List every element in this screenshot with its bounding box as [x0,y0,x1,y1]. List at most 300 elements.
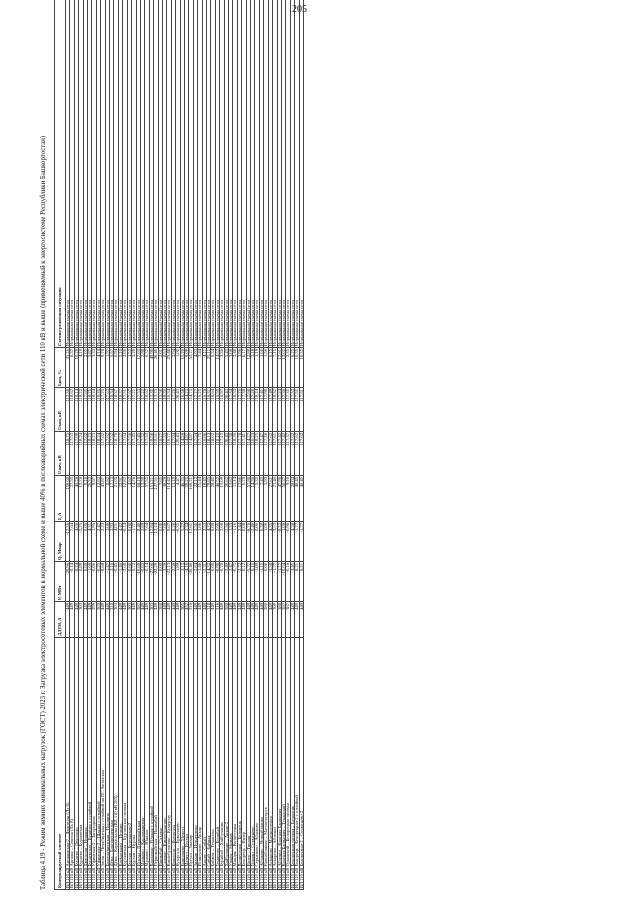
table-cell: 0,28 [171,522,175,562]
table-cell: Нормальная схема сети [242,0,246,348]
table-cell: 117,62 [290,432,294,476]
table-cell: -1,77 [295,522,299,562]
table-cell: -30,40 [189,562,193,602]
rotated-page [40,30,600,890]
table-cell: ВЛ 110 кВ Хайбуллино – Акъяр-2 [224,638,228,890]
table-cell: ВЛ 110 кВ Бурзян – Нурлы [132,638,136,890]
table-cell: 9,67 [167,522,171,562]
table-cell: -0,16 [286,562,290,602]
table-cell: 118,34 [110,388,114,432]
table-cell: 0,00 [83,522,87,562]
table-cell: Нормальная схема сети [211,0,215,348]
header-ddtn: ДДТН, А [55,602,66,638]
table-cell: Нормальная схема сети [251,0,255,348]
table-cell: 117,51 [295,388,299,432]
table-cell: 3,34 [184,522,188,562]
table-cell: -1,77 [132,522,136,562]
table-cell: Нормальная схема сети [158,0,162,348]
table-cell: 12,84 [149,522,153,562]
table-cell: 1,66 [259,348,263,388]
table-cell: 116,58 [180,388,184,432]
table-cell: 37,55 [145,476,149,522]
table-cell: 3,08 [229,348,233,388]
table-cell: 14,36 [132,476,136,522]
table-cell: ВЛ 110 кВ Благовещенская – Нурлино [105,638,109,890]
table-cell: 117,98 [264,388,268,432]
table-cell: 6,25 [290,348,294,388]
table-cell: -1,77 [299,522,303,562]
table-cell: ВЛ 110 кВ Бурибай – Хайбуллино [220,638,224,890]
table-cell: 303 [96,602,100,638]
table-cell: Нормальная схема сети [83,0,87,348]
table-cell: 118,30 [233,432,237,476]
table-cell: 117,53 [70,432,74,476]
table-cell: 117,62 [299,432,303,476]
table-cell: 118,62 [70,388,74,432]
table-cell: 3,36 [220,348,224,388]
table-cell: ВЛ 110 кВ Вознесенка – Белорецк [237,638,241,890]
table-cell: 6,15 [268,348,272,388]
table-cell: 0,00 [158,522,162,562]
table-cell: Нормальная схема сети [123,0,127,348]
table-cell: 2,59 [162,562,166,602]
table-cell: 118,37 [114,388,118,432]
table-cell: 449 [171,602,175,638]
table-cell: Нормальная схема сети [92,0,96,348]
table-cell: 118,25 [255,432,259,476]
table-cell: 4,35 [268,522,272,562]
table-cell: -0,75 [233,562,237,602]
table-cell: 116,59 [215,388,219,432]
table-cell: ВЛ 110 кВ Аскарово – Магнитогорск [268,638,272,890]
table-cell: 116,23 [251,432,255,476]
table-cell: ВЛ 110 кВ Бураево – Дюртюли [74,638,78,890]
table-cell: 449 [105,602,109,638]
table-cell: 3,20 [132,348,136,388]
table-cell: 449 [145,602,149,638]
table-cell: 117,76 [237,388,241,432]
table-cell: ВЛ 110 кВ Бурзян – Бурзянская-2 [127,638,131,890]
table-cell: -5,77 [246,562,250,602]
table-cell: 4,11 [202,348,206,388]
table-cell: 8,40 [136,522,140,562]
header-ustart: Uнач, кВ [55,432,66,476]
table-cell: 117,41 [242,432,246,476]
table-cell: 117,21 [132,388,136,432]
table-cell: 3,33 [92,348,96,388]
table-cell: Нормальная схема сети [290,0,294,348]
table-cell: 46,52 [215,476,219,522]
table-cell: 17,73 [110,476,114,522]
table-cell: -0,78 [220,562,224,602]
table-cell: 2,35 [286,348,290,388]
table-header-row [55,0,66,890]
table-cell: 0,15 [251,562,255,602]
table-cell: 0,17 [242,348,246,388]
table-cell: Нормальная схема сети [286,0,290,348]
table-cell: Нормальная схема сети [110,0,114,348]
table-cell: 303 [114,602,118,638]
table-cell: 116,97 [220,388,224,432]
table-cell: ВЛ 110 кВ Абзаково – Новоабзаково [259,638,263,890]
table-cell: 117,63 [105,388,109,432]
table-cell: 303 [149,602,153,638]
table-cell: 2,69 [140,522,144,562]
table-cell: 115,58 [158,388,162,432]
table-cell: 15,44 [198,476,202,522]
header-uend: Uкон, кВ [55,388,66,432]
table-cell: 117,64 [171,432,175,476]
table-cell: ВЛ 110 кВ Сибай – Баймак [207,638,211,890]
table-cell: Нормальная схема сети [114,0,118,348]
table-cell: 117,78 [237,432,241,476]
table-cell: Нормальная схема сети [277,0,281,348]
table-cell: 118,32 [273,388,277,432]
table-cell: ВЛ 110 кВ Белорецк – Инзер [242,638,246,890]
table-cell: 117,51 [123,388,127,432]
table-cell: Нормальная схема сети [145,0,149,348]
table-cell: 117,75 [198,432,202,476]
table-cell: 4,75 [207,522,211,562]
table-cell: 116,31 [207,388,211,432]
table-cell: Нормальная схема сети [154,0,158,348]
table-cell: 0,06 [255,522,259,562]
table-cell: 387 [286,602,290,638]
table-cell: 2,58 [171,562,175,602]
table-cell: 7,64 [145,522,149,562]
table-cell: 4,58 [290,522,294,562]
table-cell: 117,62 [105,432,109,476]
table-cell: -8,32 [277,522,281,562]
table-cell: 117,56 [127,432,131,476]
table-cell: 120,45 [224,432,228,476]
table-cell: 8,37 [145,348,149,388]
table-cell: 117,62 [83,432,87,476]
table-cell: 449 [251,602,255,638]
table-cell: 7,15 [273,348,277,388]
table-cell: Нормальная схема сети [233,0,237,348]
table-cell: Нормальная схема сети [74,0,78,348]
table-cell: 11,14 [233,476,237,522]
table-cell: -1,60 [88,562,92,602]
table-cell: Нормальная схема сети [220,0,224,348]
table-cell: Нормальная схема сети [70,0,74,348]
table-cell: ВЛ 110 кВ Акъяр – Сибай [202,638,206,890]
table-cell: 0,89 [79,562,83,602]
table-cell: ВЛ 110 кВ Кинзебулатово – Кумертау [167,638,171,890]
table-cell: -0,25 [96,562,100,602]
table-cell: Нормальная схема сети [189,0,193,348]
table-cell: 28,45 [211,476,215,522]
table-cell: ВЛ 110 кВ Нурлы – Первомайская [136,638,140,890]
table-cell: 117,52 [110,432,114,476]
table-cell: 117,57 [118,432,122,476]
table-cell: 1,53 [127,348,131,388]
table-cell: 114,28 [180,432,184,476]
table-cell: 118,30 [162,388,166,432]
table-cell: 21,05 [114,476,118,522]
table-cell: -28,96 [66,562,70,602]
table-cell: 9,18 [83,476,87,522]
table-cell: ВЛ 110 кВ Учалы – Миндяк [229,638,233,890]
table-cell: 166,21 [189,476,193,522]
table-cell: ВЛ 110 кВ Затон – Челябинская с отпайкой на ПС Затонская [101,638,105,890]
table-cell: 8,37 [70,348,74,388]
table-cell: 449 [259,602,263,638]
table-cell: ВЛ 110 кВ Уфимская-2 – Загородная [92,638,96,890]
table-cell: 118,24 [79,432,83,476]
table-cell: 37,55 [70,476,74,522]
table-cell: 117,51 [299,388,303,432]
table-cell: -0,14 [123,522,127,562]
table-body [66,0,304,890]
table-cell: -3,49 [224,562,228,602]
table-cell: 449 [246,602,250,638]
table-cell: 387 [281,602,285,638]
table-cell: 318 [189,602,193,638]
table-cell: 57,88 [246,476,250,522]
table-cell: 43,87 [101,476,105,522]
table-cell: -27,06 [149,562,153,602]
table-cell: 14,63 [215,348,219,388]
table-cell: 118,24 [96,432,100,476]
table-cell: 118,35 [96,388,100,432]
table-cell: 449 [295,602,299,638]
table-cell: -8,76 [246,522,250,562]
table-cell: ВЛ 110 кВ Тирлян – Серменево [251,638,255,890]
table-cell: 300 [273,602,277,638]
table-cell: 5,27 [180,522,184,562]
table-cell: Нормальная схема сети [259,0,263,348]
table-cell: 4,01 [114,522,118,562]
load-table [54,0,304,890]
table-cell: 1,33 [229,522,233,562]
table-cell: 118,27 [158,432,162,476]
table-cell: Нормальная схема сети [202,0,206,348]
table-cell: 1,08 [105,522,109,562]
table-cell: 4,62 [127,476,131,522]
table-cell: ВЛ 110 кВ Ермолаево – Мелеуз [180,638,184,890]
table-cell: -2,68 [123,562,127,602]
table-cell: 18,45 [202,476,206,522]
table-cell: 118,23 [88,432,92,476]
table-cell: 22,12 [193,476,197,522]
table-cell: Нормальная схема сети [215,0,219,348]
table-cell: ВЛ 110 кВ Белорецк – Белорецкая-2 с отпайкой [295,638,299,890]
table-cell: 114,75 [189,388,193,432]
table-cell: -1,09 [255,562,259,602]
table-cell: 117,36 [281,388,285,432]
table-cell: 8,21 [295,562,299,602]
table-cell: 0,38 [259,522,263,562]
table-cell: Нормальная схема сети [264,0,268,348]
table-cell: Нормальная схема сети [101,0,105,348]
table-cell: 117,32 [140,432,144,476]
table-cell: 117,62 [295,432,299,476]
table-cell: ВЛ 110 кВ Серменево – Абзаково [255,638,259,890]
table-cell: ВЛ 110 кВ Мраково – Южная [145,638,149,890]
table-cell: 15,20 [180,348,184,388]
table-cell: 12,82 [123,476,127,522]
table-cell: 13,02 [281,348,285,388]
table-cell: ВЛ 110 кВ Зилаир – Исянгулово [193,638,197,890]
table-cell: 2,01 [158,348,162,388]
table-cell: Нормальная схема сети [281,0,285,348]
table-cell: 12,62 [96,476,100,522]
table-cell: ВЛ 110 кВ Мраково – Карламанская [140,638,144,890]
table-cell: 117,53 [136,388,140,432]
table-cell: 449 [74,602,78,638]
table-cell: 380 [264,602,268,638]
table-cell: -0,14 [70,562,74,602]
header-iperm: Iдоп, % [55,348,66,388]
table-cell: 1,86 [198,522,202,562]
table-cell: Нормальная схема сети [105,0,109,348]
table-cell: 449 [154,602,158,638]
table-cell: 26,33 [88,476,92,522]
table-cell: 117,13 [220,432,224,476]
table-cell: Нормальная схема сети [229,0,233,348]
table-cell: 4,31 [88,522,92,562]
table-cell: 113,30 [149,388,153,432]
table-cell: 0,08 [242,522,246,562]
header-q: Q, Мвар [55,522,66,562]
table-cell: 4,66 [74,522,78,562]
table-cell: 118,13 [207,432,211,476]
table-cell: -0,35 [176,522,180,562]
table-cell: -2,31 [202,562,206,602]
table-cell: ВЛ 110 кВ Инзер – Тирлян [246,638,250,890]
table-cell: -1,16 [233,522,237,562]
table-cell: 318 [207,602,211,638]
table-cell: Нормальная схема сети [273,0,277,348]
table-cell: ВЛ 110 кВ Аргаяшская-2 – Дюртюли (Лх 8) [66,638,70,890]
table-cell: 117,34 [229,388,233,432]
table-cell: 1,06 [264,522,268,562]
table-cell: 118,22 [79,388,83,432]
table-cell: 118,70 [114,432,118,476]
table-cell: 13,82 [229,476,233,522]
table-cell: 2,93 [110,522,114,562]
table-cell: 0,12 [242,562,246,602]
table-cell: 117,35 [286,388,290,432]
table-cell: Нормальная схема сети [167,0,171,348]
table-cell: Нормальная схема сети [176,0,180,348]
table-cell: 449 [198,602,202,638]
table-cell: Нормальная схема сети [237,0,241,348]
table-cell: 120,43 [176,388,180,432]
table-cell: ВЛ 110 кВ Белорецкая-2 – Серменево-2 [299,638,303,890]
table-cell: -0,14 [145,562,149,602]
table-cell: Нормальная схема сети [66,0,70,348]
table-cell: 2,53 [202,522,206,562]
table-cell: -2,50 [224,522,228,562]
table-cell: 118,37 [118,388,122,432]
table-cell: 7,43 [259,476,263,522]
table-cell: 46,28 [74,476,78,522]
table-cell: 1,00 [281,522,285,562]
table-cell: 299 [92,602,96,638]
table-cell: 1,56 [264,348,268,388]
table-cell: 6,34 [211,348,215,388]
table-cell: 449 [118,602,122,638]
table-cell: 117,41 [259,388,263,432]
table-cell: 449 [123,602,127,638]
table-cell: 2,44 [237,522,241,562]
table-cell: -7,06 [162,522,166,562]
table-cell: Нормальная схема сети [295,0,299,348]
table-cell: 35,26 [66,348,70,388]
table-cell: 449 [237,602,241,638]
table-cell: -10,69 [136,562,140,602]
table-cell: 449 [255,602,259,638]
table-cell: 4,19 [79,348,83,388]
table-cell: 117,22 [140,388,144,432]
table-cell: 305 [180,602,184,638]
table-cell: Нормальная схема сети [118,0,122,348]
table-cell: Нормальная схема сети [162,0,166,348]
table-cell: 117,53 [290,388,294,432]
table-cell: -8,98 [215,562,219,602]
table-cell: 116,25 [198,388,202,432]
table-cell: 118,51 [154,432,158,476]
table-cell: Нормальная схема сети [132,0,136,348]
table-cell: ВЛ 110 кВ Темясово – Бурибай [215,638,219,890]
table-cell: ВЛ 110 кВ Новоабзаково – Магнитогорск [264,638,268,890]
table-cell: ВЛ 110 кВ Бураевская – Куяново с отпайкой [88,638,92,890]
table-cell: 17,80 [237,476,241,522]
table-cell: -2,60 [215,522,219,562]
table-cell: 2,98 [140,348,144,388]
table-cell: -2,40 [251,522,255,562]
table-cell: 114,87 [184,432,188,476]
header-p: P, МВт [55,562,66,602]
table-cell: 12,61 [277,348,281,388]
table-cell: -3,45 [290,562,294,602]
table-cell: Нормальная схема сети [184,0,188,348]
table-cell: 380 [277,602,281,638]
table-cell: 117,45 [136,432,140,476]
table-cell: 116,78 [202,388,206,432]
table-cell: 4,42 [118,522,122,562]
table-cell: 1,95 [92,522,96,562]
table-cell: -0,82 [140,562,144,602]
table-cell: ВЛ 110 кВ Дёма – Кармаскалы (ВЛ 110 кВ 283) [114,638,118,890]
table-cell: 17,63 [136,348,140,388]
table-cell: Нормальная схема сети [149,0,153,348]
table-cell: Нормальная схема сети [246,0,250,348]
table-cell: 21,46 [273,476,277,522]
table-cell: Нормальная схема сети [224,0,228,348]
table-cell: 10,29 [74,348,78,388]
table-cell: 3,18 [251,348,255,388]
table-cell: 158,60 [66,476,70,522]
table-cell: 118,64 [211,388,215,432]
table-cell: 117,64 [123,432,127,476]
table-cell: 1,97 [105,348,109,388]
table-cell: 117,65 [83,388,87,432]
table-cell: 2,05 [83,348,87,388]
table-cell: 118,75 [66,432,70,476]
table-cell: 0,00 [211,562,215,602]
table-cell: 12,89 [246,348,250,388]
table-cell: 118,24 [255,388,259,432]
table-cell: 28,40 [154,348,158,388]
table-cell: Нормальная схема сети [171,0,175,348]
table-cell: 5,87 [88,348,92,388]
table-cell: 4,14 [96,348,100,388]
table-cell: 449 [268,602,272,638]
